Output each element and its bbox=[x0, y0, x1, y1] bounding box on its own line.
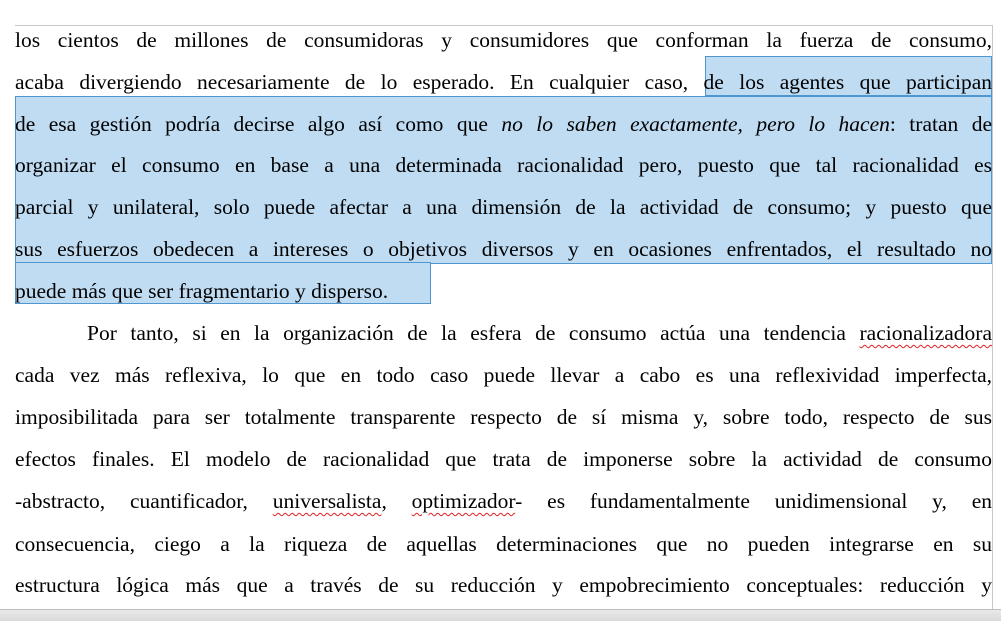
selected-text-run: parcial y unilateral, solo puede afectar a una dimensión de la actividad de consumo; y puesto que bbox=[15, 195, 992, 219]
italic-text-run: no lo saben exactamente, pero lo hacen bbox=[501, 112, 890, 136]
text-run: - es fundamentalmente unidimensional y, en bbox=[515, 489, 993, 513]
text-line-7[interactable] bbox=[15, 271, 992, 311]
selected-text-run: puede más que ser fragmentario y disperso bbox=[15, 279, 383, 303]
selected-text-run: organizar el consumo en base a una determinada racionalidad pero, puesto que tal racionalidad es bbox=[15, 153, 992, 177]
selected-text-run: de esa gestión podría decirse algo así como que bbox=[15, 112, 502, 136]
horizontal-scrollbar[interactable] bbox=[0, 609, 1001, 621]
text-line-14[interactable] bbox=[15, 565, 992, 605]
misspelled-word[interactable]: racionalizadora bbox=[859, 321, 992, 345]
text-line-4[interactable] bbox=[15, 145, 992, 185]
misspelled-word[interactable]: universalista bbox=[272, 489, 382, 513]
text-run: imposibilitada para ser totalmente transparente respecto de sí misma y, sobre todo, respecto de sus bbox=[15, 405, 992, 429]
text-run: los cientos de millones de consumidoras y consumidores que conforman la fuerza de consumo, bbox=[15, 28, 992, 52]
text-line-12[interactable] bbox=[15, 481, 992, 521]
text-run: . bbox=[382, 279, 389, 303]
text-run: Por tanto, si en la organización de la esfera de consumo actúa una tendencia bbox=[87, 321, 860, 345]
text-run: consecuencia, ciego a la riqueza de aquellas determinaciones que no pueden integrarse en su bbox=[15, 532, 992, 556]
text-run: efectos finales. El modelo de racionalidad que trata de imponerse sobre la actividad de consumo bbox=[15, 447, 992, 471]
text-run: -abstracto, cuantificador, bbox=[15, 489, 273, 513]
selected-text-run: : tratan de bbox=[889, 112, 992, 136]
text-run: , bbox=[381, 489, 412, 513]
text-line-2[interactable] bbox=[15, 62, 992, 102]
page-border-right bbox=[992, 25, 993, 615]
text-run: cada vez más reflexiva, lo que en todo caso puede llevar a cabo es una reflexividad imperfecta, bbox=[15, 363, 992, 387]
text-run: acaba divergiendo necesariamente de lo esperado. En cualquier caso, bbox=[15, 70, 704, 94]
text-line-5[interactable] bbox=[15, 187, 992, 227]
selected-text-run: sus esfuerzos obedecen a intereses o objetivos diversos y en ocasiones enfrentados, el resultado no bbox=[15, 237, 992, 261]
text-run: estructura lógica más que a través de su reducción y empobrecimiento conceptuales: reducción y bbox=[15, 573, 992, 597]
selected-text-run: de los agentes que participan bbox=[703, 70, 992, 94]
text-line-8[interactable] bbox=[15, 313, 992, 353]
text-line-6[interactable] bbox=[15, 229, 992, 269]
text-line-9[interactable] bbox=[15, 355, 992, 395]
text-line-11[interactable] bbox=[15, 439, 992, 479]
text-line-10[interactable] bbox=[15, 397, 992, 437]
misspelled-word[interactable]: optimizador bbox=[411, 489, 516, 513]
text-line-1[interactable] bbox=[15, 20, 992, 60]
text-line-13[interactable] bbox=[15, 524, 992, 564]
text-line-3[interactable] bbox=[15, 104, 992, 144]
